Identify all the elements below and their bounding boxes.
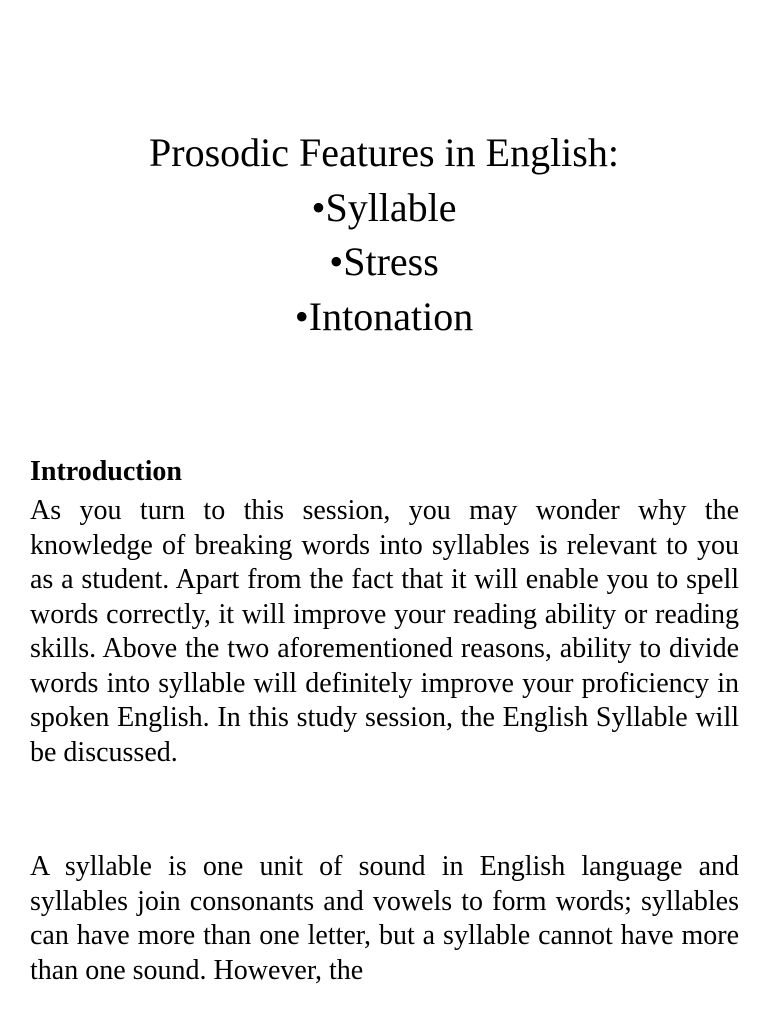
paragraph-spacer: [30, 770, 739, 850]
title-block: [0, 126, 768, 344]
title-bullet-syllable: •Syllable: [311, 184, 457, 230]
title-bullet-intonation: •Intonation: [294, 293, 474, 339]
intro-paragraph: As you turn to this session, you may wonder why the knowledge of breaking words into syllables is relevant to you as a student. Apart from the fact that it will enable you to spell words correctly, it will improve your reading ability or reading skills. Above the two aforementioned reasons, ability to divide words into syllable will definitely improve your proficiency in spoken English. In this study session, the English Syllable will be discussed.: [30, 495, 739, 768]
title-bullet-stress: •Stress: [329, 239, 439, 284]
syllable-paragraph: A syllable is one unit of sound in English language and syllables join consonants and vowels to form words; syllables can have more than one letter, but a syllable cannot have more than one sound. However, the: [30, 851, 739, 986]
document-body: [30, 452, 739, 988]
section-heading-introduction: Introduction: [30, 456, 182, 487]
page-title: Prosodic Features in English:: [149, 130, 619, 175]
